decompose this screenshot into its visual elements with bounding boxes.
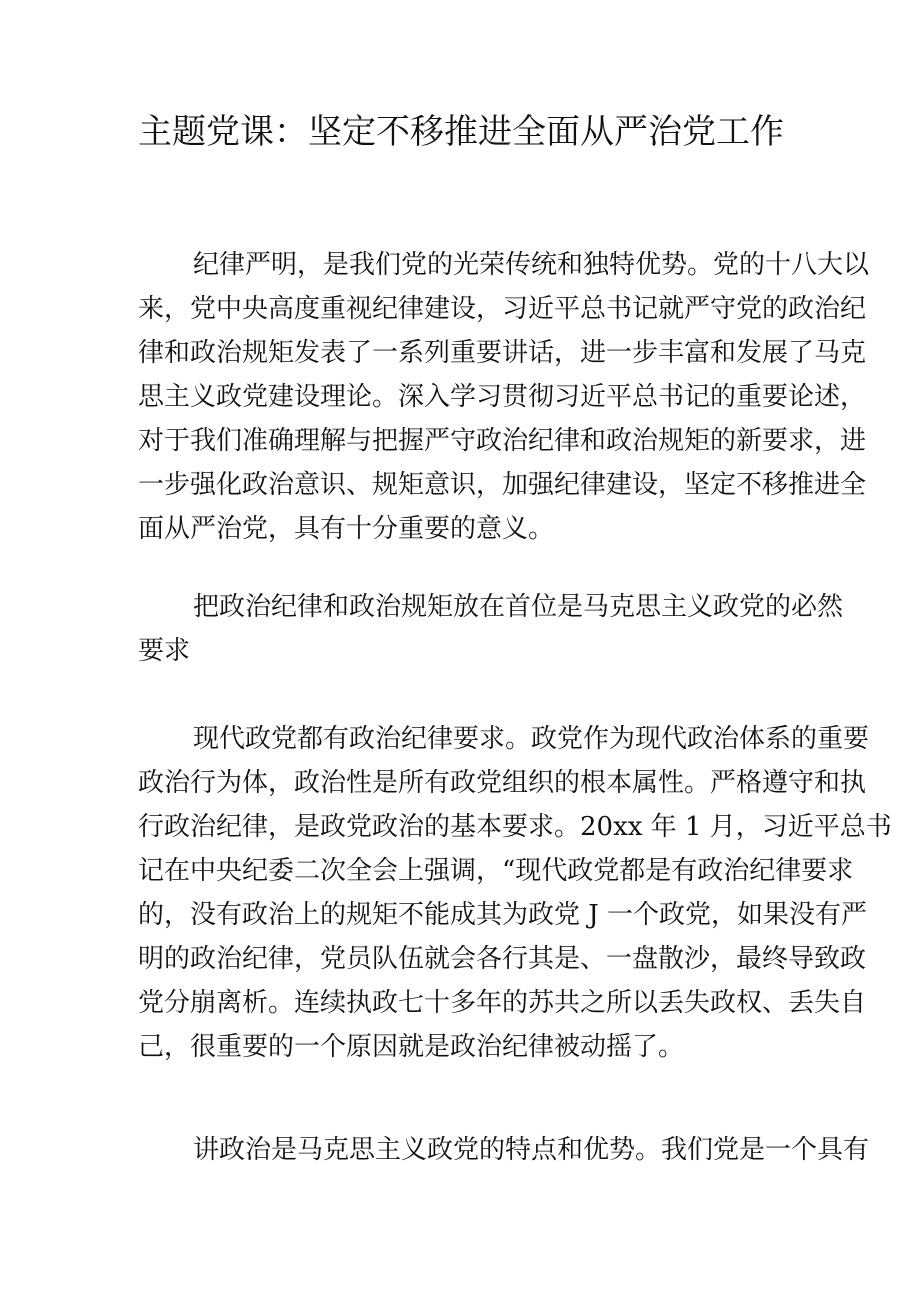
paragraph-line: 面从严治党，具有十分重要的意义。 <box>138 514 555 544</box>
paragraph-line: 政治行为体，政治性是所有政党组织的根本属性。严格遵守和执 <box>138 768 867 798</box>
paragraph-line: 讲政治是马克思主义政党的特点和优势。我们党是一个具有 <box>193 1135 870 1165</box>
paragraph-1 <box>138 243 870 551</box>
paragraph-line: 己，很重要的一个原因就是政治纪律被动摇了。 <box>138 1032 685 1062</box>
paragraph-line: 一步强化政治意识、规矩意识，加强纪律建设，坚定不移推进全 <box>138 470 867 500</box>
paragraph-line: 纪律严明，是我们党的光荣传统和独特优势。党的十八大以 <box>193 250 870 280</box>
paragraph-line: 记在中央纪委二次全会上强调，“现代政党都是有政治纪律要求 <box>138 856 854 886</box>
paragraph-line: 的，没有政治上的规矩不能成其为政党 J 一个政党，如果没有严 <box>138 900 867 930</box>
paragraph-3 <box>138 717 892 1069</box>
paragraph-line: 党分崩离析。连续执政七十多年的苏共之所以丢失政权、丢失自 <box>138 988 867 1018</box>
section-heading-paragraph <box>138 585 844 673</box>
paragraph-line: 来，党中央高度重视纪律建设，习近平总书记就严守党的政治纪 <box>138 294 867 324</box>
paragraph-line: 律和政治规矩发表了一系列重要讲话，进一步丰富和发展了马克 <box>138 338 867 368</box>
paragraph-line: 行政治纪律，是政党政治的基本要求。20xx 年 1 月，习近平总书 <box>138 812 892 842</box>
paragraph-line: 明的政治纪律，党员队伍就会各行其是、一盘散沙，最终导致政 <box>138 944 867 974</box>
paragraph-line: 现代政党都有政治纪律要求。政党作为现代政治体系的重要 <box>193 724 870 754</box>
paragraph-line: 对于我们准确理解与把握严守政治纪律和政治规矩的新要求，进 <box>138 426 867 456</box>
paragraph-line: 要求 <box>138 636 191 666</box>
paragraph-4 <box>138 1128 870 1172</box>
paragraph-line: 思主义政党建设理论。深入学习贯彻习近平总书记的重要论述， <box>138 382 867 412</box>
document-title: 主题党课：坚定不移推进全面从严治党工作 <box>138 112 784 152</box>
paragraph-line: 把政治纪律和政治规矩放在首位是马克思主义政党的必然 <box>193 592 844 622</box>
